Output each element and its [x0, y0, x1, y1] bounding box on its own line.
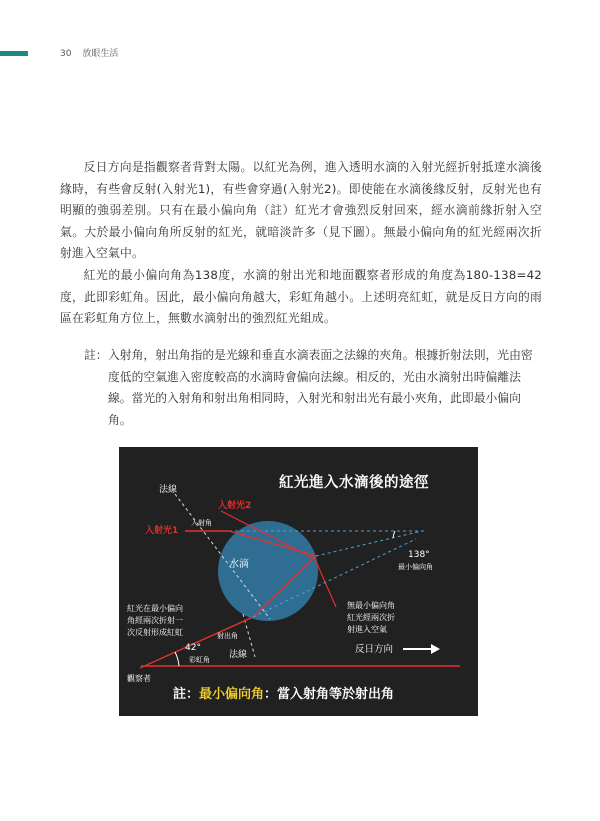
angle-42-arc — [175, 652, 179, 666]
label-angle-42: 42° — [185, 643, 201, 653]
label-left-desc-3: 次反射形成紅虹 — [127, 628, 183, 637]
label-angle-138: 138° — [408, 550, 430, 560]
label-incident-2: 入射光2 — [218, 501, 252, 511]
label-right-desc-3: 射進入空氣 — [347, 625, 387, 634]
raindrop-diagram — [119, 447, 478, 716]
paragraph-min-deviation: 紅光的最小偏向角為138度，水滴的射出光和地面觀察者形成的角度為180-138=42度，此即彩虹角。因此，最小偏向角越大，彩虹角越小。上述明亮紅虹，就是反日方向的雨區在彩虹角方位上，無數水滴射出的強烈紅光組成。 — [60, 268, 542, 325]
label-incident-angle: 入射角 — [191, 519, 212, 527]
figure-caption — [173, 683, 394, 702]
label-right-desc-2: 紅光經兩次折 — [347, 613, 395, 622]
footnote — [84, 345, 544, 431]
label-left-desc-2: 角經兩次折射一 — [127, 616, 183, 625]
running-header — [60, 46, 126, 59]
caption-highlight: 最小偏向角 — [199, 687, 265, 702]
section-title: 放眼生活 — [82, 49, 119, 59]
caption-prefix: 註： — [173, 687, 200, 702]
label-observer: 觀察者 — [127, 674, 151, 683]
label-min-deviation: 最小偏向角 — [398, 563, 433, 571]
header-accent-bar — [0, 51, 28, 56]
label-normal-bottom: 法線 — [229, 650, 248, 660]
note-label: 註： — [84, 348, 108, 362]
anti-solar-arrow-head — [431, 644, 440, 654]
label-rainbow-angle: 彩虹角 — [189, 656, 210, 664]
label-droplet: 水滴 — [229, 559, 249, 570]
label-anti-solar: 反日方向 — [355, 644, 394, 655]
label-left-desc-1: 紅光在最小偏向 — [127, 604, 183, 613]
note-text: 入射角，射出角指的是光線和垂直水滴表面之法線的夾角。根據折射法則，光由密度低的空氣進入密度較高的水滴時會偏向法線。相反的，光由水滴射出時偏離法線。當光的入射角和射出角相同時，入射光和射出光有最小夾角，此即最小偏向角。 — [108, 348, 533, 427]
page-number: 30 — [60, 49, 72, 59]
label-incident-1: 入射光1 — [145, 526, 179, 536]
label-right-desc-1: 無最小偏向角 — [347, 601, 395, 610]
label-exit-angle: 射出角 — [217, 632, 238, 640]
figure-title: 紅光進入水滴後的途徑 — [279, 475, 429, 491]
paragraph-anti-solar: 反日方向是指觀察者背對太陽。以紅光為例，進入透明水滴的入射光經折射抵達水滴後緣時，有些會反射(入射光1)，有些會穿過(入射光2)。即使能在水滴後緣反射，反射光也有明顯的強弱差別。只有在最小偏向角（註）紅光才會強烈反射回來，經水滴前緣折射入空氣。大於最小偏向角所反射的紅光，就暗淡許多（見下圖）。無最小偏向角的紅光經兩次折射進入空氣中。 — [60, 160, 542, 260]
label-normal-top: 法線 — [159, 485, 178, 495]
caption-suffix: ：當入射角等於射出角 — [264, 687, 395, 702]
